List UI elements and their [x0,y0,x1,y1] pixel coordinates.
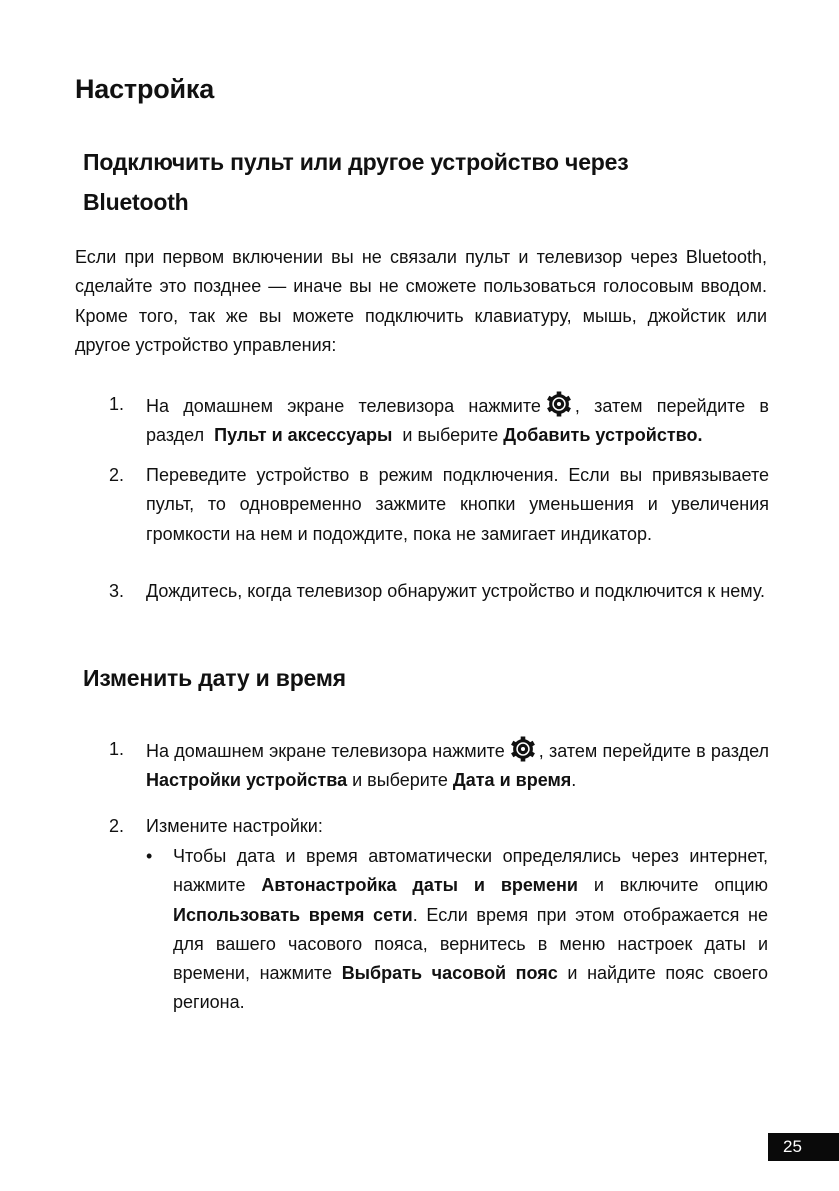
step-text: Дождитесь, когда телевизор обнаружит устройство и подключится к нему. [146,581,766,601]
bluetooth-intro-paragraph: Если при первом включении вы не связали пульт и телевизор через Bluetooth, сделайте это позднее — иначе вы не сможете пользоваться голосовым вводом. Кроме того, так же вы можете подключить клавиатуру, мышь, джойстик или другое устройство управления: [75,247,767,355]
step-text: Переведите устройство в режим подключения. Если вы привязываете пульт, то одновременно зажмите кнопки уменьшения и увеличения громкости на нем и подождите, пока не замигает индикатор. [146,465,769,544]
step-number: 2. [109,465,125,485]
date-bullet-item [146,842,768,1018]
bullet-dot: • [146,846,153,866]
step-text: На домашнем экране телевизора нажмите , затем перейдите в раздел Пульт и аксессуары и выберите Добавить устройство. [146,390,769,451]
date-step-2 [109,812,769,841]
page-heading: Настройка [75,74,215,104]
step-text: На домашнем экране телевизора нажмите , затем перейдите в раздел Настройки устройства и выберите Дата и время. [146,735,769,796]
page-number: 25 [768,1133,839,1161]
bullet-text: Чтобы дата и время автоматически определялись через интернет, нажмите Автонастройка даты и времени и включите опцию Использовать время сети. Если время при этом отображается не для вашего часового пояса, вернитесь в меню настроек даты и времени, нажмите Выбрать часовой пояс и найдите пояс своего региона. [173,846,769,1013]
step-number: 1. [109,394,125,414]
section-title-date-time: Изменить дату и время [83,665,346,691]
step-number: 3. [109,581,125,601]
date-step-1 [109,735,769,796]
bluetooth-step-1 [109,390,769,451]
gear-icon [508,735,538,763]
section-title-bluetooth: Подключить пульт или другое устройство через Bluetooth [83,149,629,215]
bluetooth-step-3 [109,577,769,606]
step-text: Измените настройки: [146,816,323,836]
gear-icon [544,390,574,418]
step-number: 2. [109,816,125,836]
bluetooth-step-2 [109,461,769,549]
step-number: 1. [109,739,125,759]
